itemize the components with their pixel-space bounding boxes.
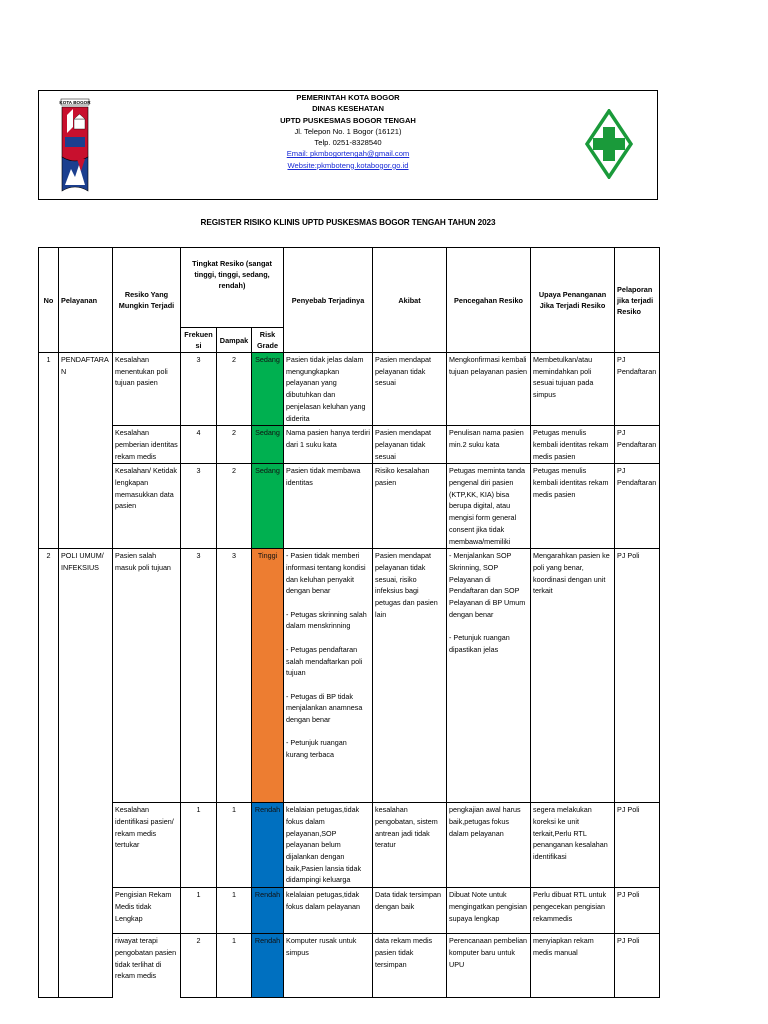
email-link[interactable]: Email: pkmbogortengah@gmail.com: [286, 149, 410, 159]
col-upaya: Upaya Penanganan Jika Terjadi Resiko: [531, 248, 615, 353]
row-akibat: Pasien mendapat pelayanan tidak sesuai, risiko infeksius bagi petugas dan pasien lain: [373, 549, 447, 803]
row-penyebab: Pasien tidak membawa identitas: [284, 464, 373, 549]
row-akibat: data rekam medis pasien tidak tersimpan: [373, 934, 447, 998]
row-resiko: Pasien salah masuk poli tujuan: [113, 549, 181, 803]
dept-name: DINAS KESEHATAN: [312, 104, 384, 114]
row-grade: Sedang: [252, 353, 284, 426]
phone: Telp. 0251-8328540: [314, 138, 382, 148]
letterhead: [38, 90, 658, 200]
row-grade: Rendah: [252, 934, 284, 998]
row-penyebab: Komputer rusak untuk simpus: [284, 934, 373, 998]
header-row: [39, 248, 660, 328]
col-no: No: [39, 248, 59, 353]
row-dampak: 2: [217, 353, 252, 426]
row-frekuensi: 4: [181, 426, 217, 464]
row-upaya: Petugas menulis kembali identitas rekam medis pasien: [531, 426, 615, 464]
row-penyebab: kelalaian petugas,tidak fokus dalam pelayanan,SOP pelayanan belum dijalankan dengan baik,Pasien lansia tidak didampingi keluarga: [284, 803, 373, 888]
row-upaya: Membetulkan/atau memindahkan poli sesuai tujuan pada simpus: [531, 353, 615, 426]
penyebab-item: - Pasien tidak memberi informasi tentang kondisi dan keluhan penyakit dengan benar: [286, 551, 366, 596]
row-penyebab: Pasien tidak jelas dalam mengungkapkan pelayanan yang dibutuhkan dan penjelasan keluhan yang diderita: [284, 353, 373, 426]
row-akibat: Risiko kesalahan pasien: [373, 464, 447, 549]
row-pelaporan: PJ Poli: [615, 803, 660, 888]
row-dampak: 2: [217, 464, 252, 549]
row-frekuensi: 2: [181, 934, 217, 998]
col-pelaporan: Pelaporan jika terjadi Resiko: [615, 248, 660, 353]
row-resiko: Pengisian Rekam Medis tidak Lengkap: [113, 888, 181, 934]
row-frekuensi: 1: [181, 888, 217, 934]
row-pencegahan: Penulisan nama pasien min.2 suku kata: [447, 426, 531, 464]
table-row: [39, 888, 660, 934]
row-akibat: kesalahan pengobatan, sistem antrean jadi tidak teratur: [373, 803, 447, 888]
row-resiko: Kesalahan pemberian identitas rekam medis: [113, 426, 181, 464]
risk-register-table: [38, 247, 660, 998]
penyebab-item: - Petugas skrinning salah dalam menskrinning: [286, 609, 367, 631]
col-resiko: Resiko Yang Mungkin Terjadi: [113, 248, 181, 353]
table-row: [39, 353, 660, 426]
pencegahan-item: - Petunjuk ruangan dipastikan jelas: [449, 633, 510, 654]
row-resiko: riwayat terapi pengobatan pasien tidak terlihat di rekam medis: [113, 934, 181, 998]
row-pelaporan: PJ Pendaftaran: [615, 353, 660, 426]
row-upaya: segera melakukan koreksi ke unit terkait,Perlu RTL penanganan kesalahan identifikasi: [531, 803, 615, 888]
row-pelaporan: PJ Pendaftaran: [615, 464, 660, 549]
row-no: 1: [39, 353, 59, 549]
row-resiko: Kesalahan identifikasi pasien/ rekam medis tertukar: [113, 803, 181, 888]
row-resiko: Kesalahan/ Ketidak lengkapan memasukkan data pasien: [113, 464, 181, 549]
letterhead-text: [39, 92, 657, 171]
row-dampak: 1: [217, 888, 252, 934]
penyebab-item: - Petugas pendaftaran salah mendaftarkan poli tujuan: [286, 644, 363, 678]
col-tingkat: Tingkat Resiko (sangat tinggi, tinggi, sedang, rendah): [181, 248, 284, 328]
row-grade: Tinggi: [252, 549, 284, 803]
row-dampak: 3: [217, 549, 252, 803]
row-penyebab: kelalaian petugas,tidak fokus dalam pelayanan: [284, 888, 373, 934]
row-dampak: 1: [217, 934, 252, 998]
row-frekuensi: 3: [181, 549, 217, 803]
row-akibat: Data tidak tersimpan dengan baik: [373, 888, 447, 934]
row-frekuensi: 3: [181, 353, 217, 426]
row-pencegahan: Mengkonfirmasi kembali tujuan pelayanan pasien: [447, 353, 531, 426]
document-title: REGISTER RISIKO KLINIS UPTD PUSKESMAS BOGOR TENGAH TAHUN 2023: [200, 218, 496, 227]
table-row: [39, 426, 660, 464]
row-pencegahan: [447, 549, 531, 803]
table-row: [39, 934, 660, 998]
row-pelaporan: PJ Poli: [615, 549, 660, 803]
table-row: [39, 549, 660, 803]
row-pencegahan: Dibuat Note untuk mengingatkan pengisian supaya lengkap: [447, 888, 531, 934]
row-pelayanan: PENDAFTARAN: [59, 353, 113, 549]
row-penyebab: Nama pasien hanya terdiri dari 1 suku kata: [284, 426, 373, 464]
address: Jl. Telepon No. 1 Bogor (16121): [294, 126, 402, 136]
row-dampak: 1: [217, 803, 252, 888]
col-risk-grade: Risk Grade: [252, 328, 284, 353]
penyebab-item: - Petunjuk ruangan kurang terbaca: [286, 738, 347, 760]
row-pencegahan: Perencanaan pembelian komputer baru untuk UPU: [447, 934, 531, 998]
kota-bogor-logo-text: KOTA BOGOR: [59, 100, 91, 105]
gov-name: PEMERINTAH KOTA BOGOR: [296, 93, 400, 102]
row-upaya: Perlu dibuat RTL untuk pengecekan pengisian rekammedis: [531, 888, 615, 934]
row-pencegahan: Petugas meminta tanda pengenal diri pasien (KTP,KK, KIA) bisa berupa digital, atau mengisi form general consent jika tidak membawa/memiliki: [447, 464, 531, 549]
row-no: 2: [39, 549, 59, 998]
col-pelayanan: Pelayanan: [59, 248, 113, 353]
row-pelaporan: PJ Poli: [615, 934, 660, 998]
puskesmas-logo: [585, 109, 633, 179]
row-dampak: 2: [217, 426, 252, 464]
row-pelaporan: PJ Poli: [615, 888, 660, 934]
row-pelaporan: PJ Pendaftaran: [615, 426, 660, 464]
row-akibat: Pasien mendapat pelayanan tidak sesuai: [373, 353, 447, 426]
col-akibat: Akibat: [373, 248, 447, 353]
row-frekuensi: 3: [181, 464, 217, 549]
row-upaya: Petugas menulis kembali identitas rekam medis pasien: [531, 464, 615, 549]
row-grade: Sedang: [252, 464, 284, 549]
table-row: [39, 803, 660, 888]
table-row: [39, 464, 660, 549]
pencegahan-item: - Menjalankan SOP Skrinning, SOP Pelayanan di Pendaftaran dan SOP Pelayanan di BP Umum dengan benar: [449, 551, 526, 619]
col-dampak: Dampak: [217, 328, 252, 353]
website-link[interactable]: Website:pkmboteng.kotabogor.go.id: [287, 160, 409, 170]
row-penyebab: [284, 549, 373, 803]
row-upaya: Mengarahkan pasien ke poli yang benar, koordinasi dengan unit terkait: [531, 549, 615, 803]
penyebab-item: - Petugas di BP tidak menjalankan anamnesa dengan benar: [286, 691, 363, 725]
col-frekuensi: Frekuensi: [181, 328, 217, 353]
row-grade: Rendah: [252, 803, 284, 888]
col-penyebab: Penyebab Terjadinya: [284, 248, 373, 353]
row-resiko: Kesalahan menentukan poli tujuan pasien: [113, 353, 181, 426]
row-grade: Sedang: [252, 426, 284, 464]
row-pelayanan: POLI UMUM/ INFEKSIUS: [59, 549, 113, 998]
row-pencegahan: pengkajian awal harus baik,petugas fokus dalam pelayanan: [447, 803, 531, 888]
col-pencegahan: Pencegahan Resiko: [447, 248, 531, 353]
row-akibat: Pasien mendapat pelayanan tidak sesuai: [373, 426, 447, 464]
row-frekuensi: 1: [181, 803, 217, 888]
row-grade: Rendah: [252, 888, 284, 934]
row-upaya: menyiapkan rekam medis manual: [531, 934, 615, 998]
puskesmas-name: UPTD PUSKESMAS BOGOR TENGAH: [280, 115, 416, 125]
